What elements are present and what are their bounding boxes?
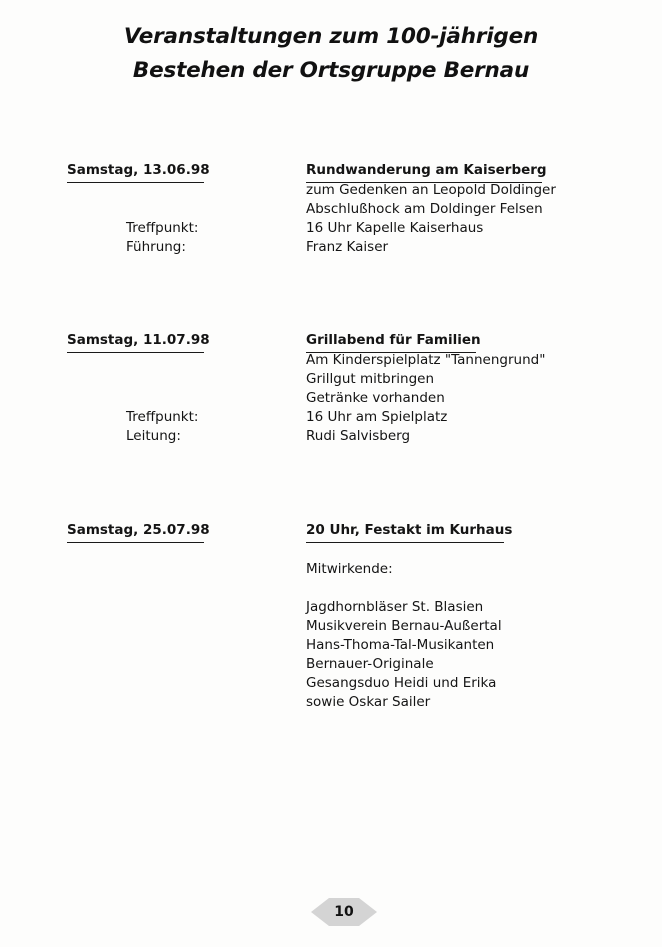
event-detail-line: 16 Uhr am Spielplatz — [306, 409, 448, 425]
date-underline — [67, 542, 204, 543]
event-details — [306, 541, 502, 712]
event-detail-line: Am Kinderspielplatz "Tannengrund" — [306, 352, 546, 368]
event-detail-line: Musikverein Bernau-Außertal — [306, 618, 502, 634]
event-detail-line — [306, 541, 502, 560]
event-details — [306, 351, 545, 446]
page-number: 10 — [334, 904, 354, 920]
event-detail-line: Franz Kaiser — [306, 239, 389, 255]
event-detail-line — [306, 579, 502, 598]
event-detail-line: sowie Oskar Sailer — [306, 694, 431, 710]
event-detail-line: Abschlußhock am Doldinger Felsen — [306, 201, 543, 217]
event-detail-line: Hans-Thoma-Tal-Musikanten — [306, 637, 495, 653]
page-title-line-1: Veranstaltungen zum 100-jährigen — [123, 24, 539, 49]
date-underline — [67, 182, 204, 183]
event-title: 20 Uhr, Festakt im Kurhaus — [306, 522, 513, 538]
event-detail-line: Jagdhornbläser St. Blasien — [306, 599, 484, 615]
event-date: Samstag, 13.06.98 — [67, 162, 210, 178]
page-title-line-2: Bestehen der Ortsgruppe Bernau — [132, 58, 530, 83]
event-title: Rundwanderung am Kaiserberg — [306, 162, 547, 178]
date-underline — [67, 352, 204, 353]
event-label: Treffpunkt: — [126, 220, 199, 236]
page-number-badge — [311, 897, 377, 927]
event-labels — [126, 219, 198, 257]
event-details — [306, 181, 556, 257]
event-detail-line: Rudi Salvisberg — [306, 428, 411, 444]
event-title: Grillabend für Familien — [306, 332, 481, 348]
event-detail-line: zum Gedenken an Leopold Doldinger — [306, 182, 556, 198]
page-title — [0, 20, 662, 88]
event-label: Leitung: — [126, 428, 181, 444]
event-detail-line: Bernauer-Originale — [306, 656, 434, 672]
event-date: Samstag, 25.07.98 — [67, 522, 210, 538]
event-label: Treffpunkt: — [126, 409, 199, 425]
event-labels — [126, 408, 198, 446]
event-label: Führung: — [126, 239, 186, 255]
event-date: Samstag, 11.07.98 — [67, 332, 210, 348]
event-detail-line: 16 Uhr Kapelle Kaiserhaus — [306, 220, 484, 236]
event-detail-line: Getränke vorhanden — [306, 390, 445, 406]
event-detail-line: Gesangsduo Heidi und Erika — [306, 675, 497, 691]
event-detail-line: Grillgut mitbringen — [306, 371, 435, 387]
event-detail-line: Mitwirkende: — [306, 561, 393, 577]
